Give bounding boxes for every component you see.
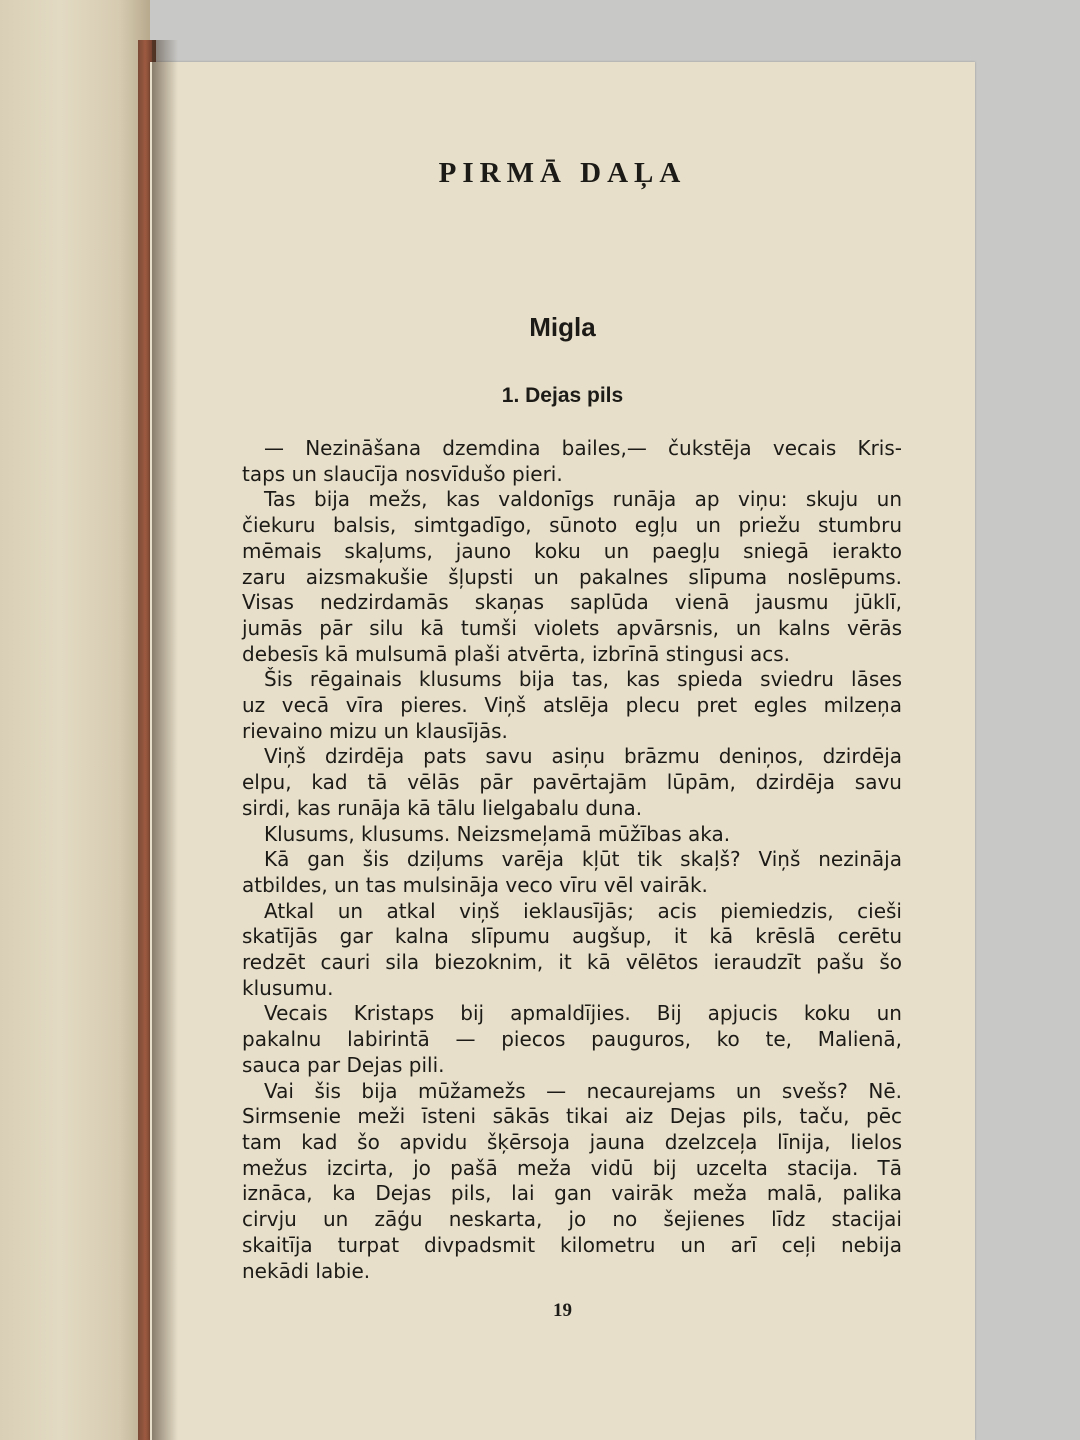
text-line: iznāca, ka Dejas pils, lai gan vairāk meža malā, palika <box>242 1181 902 1206</box>
text-line: mēmais skaļums, jauno koku un paegļu sniegā ierakto <box>242 538 902 563</box>
text-line: zaru aizsmakušie šļupsti un pakalnes slīpuma noslēpums. <box>242 564 902 589</box>
part-title: PIRMĀ DAĻA <box>438 157 687 189</box>
text-line: skatījās gar kalna slīpumu augšup, it kā krēslā cerētu <box>242 924 902 949</box>
text-line: Vai šis bija mūžamežs — necaurejams un svešs? Nē. <box>264 1078 902 1103</box>
page-number: 19 <box>553 1300 572 1321</box>
text-line: Vecais Kristaps bij apmaldījies. Bij apjucis koku un <box>264 1001 902 1026</box>
text-line: Klusums, klusums. Neizsmeļamā mūžības aka. <box>264 821 731 846</box>
text-line: taps un slaucīja nosvīdušo pieri. <box>242 461 563 486</box>
text-line: sauca par Dejas pili. <box>242 1052 445 1077</box>
text-line: Visas nedzirdamās skaņas saplūda vienā jausmu jūklī, <box>242 590 902 615</box>
text-line: mežus izcirta, jo pašā meža vidū bij uzcelta stacija. Tā <box>242 1155 902 1180</box>
text-line: jumās pār silu kā tumši violets apvārsnis, un kalns vērās <box>242 615 902 640</box>
text-line: klusumu. <box>242 975 334 1000</box>
text-line: tam kad šo apvidu šķērsoja jauna dzelzceļa līnija, lielos <box>242 1129 902 1154</box>
text-line: atbildes, un tas mulsināja veco vīru vēl vairāk. <box>242 872 708 897</box>
text-line: rievaino mizu un klausījās. <box>242 718 508 743</box>
text-line: čiekuru balsis, simtgadīgo, sūnoto egļu un priežu stumbru <box>242 513 902 538</box>
text-line: Atkal un atkal viņš ieklausījās; acis piemiedzis, cieši <box>264 898 902 923</box>
text-line: Tas bija mežs, kas valdonīgs runāja ap viņu: skuju un <box>264 487 902 512</box>
body-text <box>242 436 902 1284</box>
gutter-shadow <box>152 40 178 1440</box>
text-line: sirdi, kas runāja kā tālu lielgabalu duna. <box>242 795 643 820</box>
text-line: Kā gan šis dziļums varēja kļūt tik skaļš? Viņš nezināja <box>264 847 902 872</box>
left-page-edge <box>0 0 150 1440</box>
text-line: uz vecā vīra pieres. Viņš atslēja plecu pret egles milzeņa <box>242 693 902 718</box>
text-line: cirvju un zāģu neskarta, jo no šejienes līdz stacijai <box>242 1207 902 1232</box>
text-line: skaitīja turpat divpadsmit kilometru un arī ceļi nebija <box>242 1232 902 1257</box>
chapter-title: Migla <box>529 312 596 342</box>
text-line: debesīs kā mulsumā plaši atvērta, izbrīnā stingusi acs. <box>242 641 791 666</box>
text-line: Šis rēgainais klusums bija tas, kas spieda sviedru lāses <box>264 667 902 692</box>
section-title: 1. Dejas pils <box>501 384 624 407</box>
text-line: pakalnu labirintā — piecos pauguros, ko te, Malienā, <box>242 1027 902 1052</box>
text-line: Viņš dzirdēja pats savu asiņu brāzmu deniņos, dzirdēja <box>264 744 902 769</box>
text-line: redzēt cauri sila biezoknim, it kā vēlētos ieraudzīt pašu šo <box>242 950 902 975</box>
text-line: nekādi labie. <box>242 1258 371 1283</box>
text-line: — Nezināšana dzemdina bailes,— čukstēja vecais Kris- <box>264 436 902 460</box>
text-line: Sirmsenie meži īsteni sākās tikai aiz Dejas pils, taču, pēc <box>242 1104 902 1129</box>
book-page <box>150 62 975 1440</box>
text-line: elpu, kad tā vēlās pār pavērtajām lūpām, dzirdēja savu <box>242 770 902 795</box>
